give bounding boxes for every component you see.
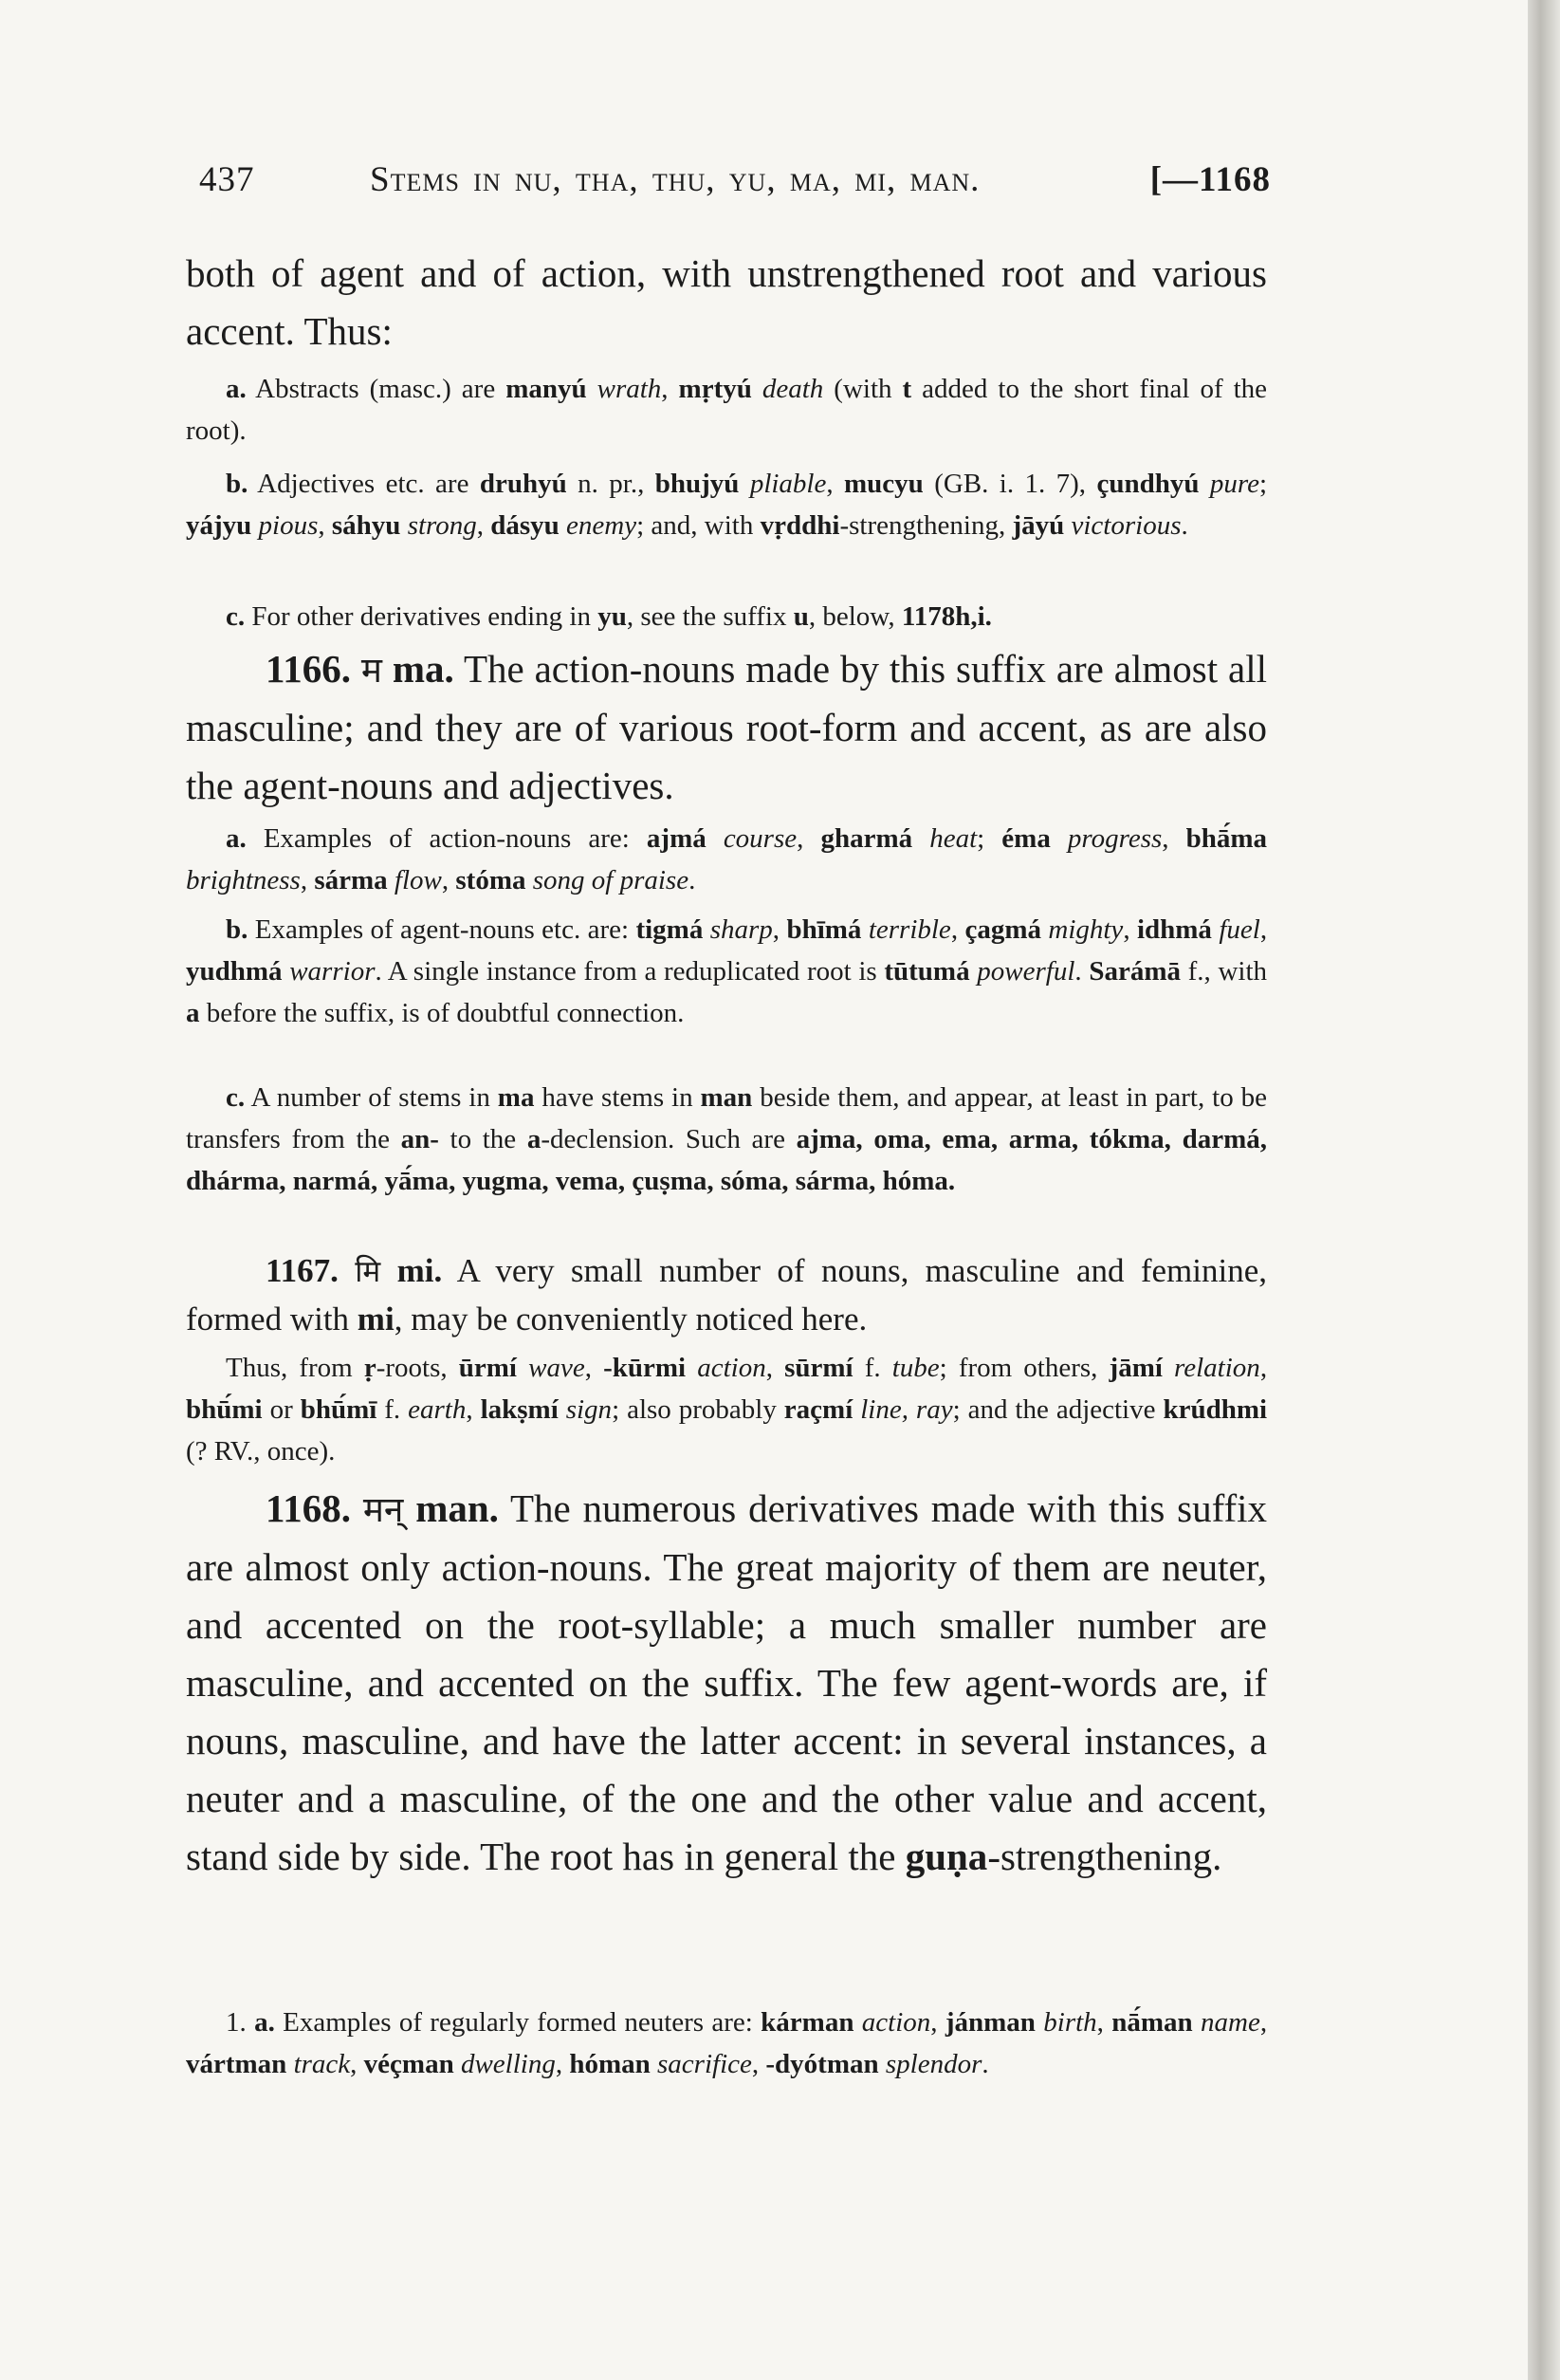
subparagraph-1167: Thus, from ṛ-roots, ūrmí wave, -kūrmi action, sūrmí f. tube; from others, jāmí relation, bhū́mi or bhū́mī f. earth, lakṣmí sign; also probably raçmí line, ray; and the adjective krúdhmi (? RV., once).: [186, 1353, 1268, 1467]
page-number: 437: [199, 160, 255, 199]
subparagraph-1165b: b. Adjectives etc. are druhyú n. pr., bhujyú pliable, mucyu (GB. i. 1. 7), çundhyú pure; yájyu pious, sáhyu strong, dásyu enemy; and, with vṛddhi-strengthening, jāyú victorious.: [186, 469, 1268, 541]
section-1167: 1167. मि mi. A very small number of nouns, masculine and feminine, formed with mi, may be conveniently noticed here.: [186, 1252, 1268, 1338]
running-title: Stems in nu, tha, thu, yu, ma, mi, man.: [370, 160, 981, 199]
subparagraph-1166b: b. Examples of agent-nouns etc. are: tigmá sharp, bhīmá terrible, çagmá mighty, idhmá fuel, yudhmá warrior. A single instance from a reduplicated root is tūtumá powerful. Sarámā f., with a before the suffix, is of doubtful connection.: [186, 914, 1268, 1028]
paragraph-intro: both of agent and of action, with unstrengthened root and various accent. Thus:: [186, 251, 1267, 353]
section-reference: [—1168: [1149, 160, 1271, 199]
section-1166: 1166. म ma. The action-nouns made by this suffix are almost all masculine; and they are of various root-form and accent, as are also the agent-nouns and adjectives.: [186, 647, 1267, 807]
subparagraph-1165a: a. Abstracts (masc.) are manyú wrath, mṛtyú death (with t added to the short final of the root).: [186, 374, 1268, 446]
running-header: [199, 159, 1271, 205]
section-number: 1168.: [266, 1486, 351, 1530]
section-number: 1166.: [266, 647, 351, 691]
subparagraph-1166c: c. A number of stems in ma have stems in man beside them, and appear, at least in part, to be transfers from the an- to the a-declension. Such are ajma, oma, ema, arma, tókma, darmá, dhárma, narmá, yā́ma, yugma, vema, çuṣma, sóma, sárma, hóma.: [186, 1082, 1268, 1196]
subparagraph-1166a: a. Examples of action-nouns are: ajmá course, gharmá heat; éma progress, bhā́ma brightness, sárma flow, stóma song of praise.: [186, 823, 1268, 895]
page-edge-shadow: [1528, 0, 1560, 2380]
subparagraph-1165c: c. For other derivatives ending in yu, see the suffix u, below, 1178h,i.: [226, 601, 992, 632]
subparagraph-1168-1a: 1. a. Examples of regularly formed neuters are: kárman action, jánman birth, nā́man name, vártman track, véçman dwelling, hóman sacrifice, -dyótman splendor.: [186, 2007, 1268, 2079]
section-1168: 1168. मन् man. The numerous derivatives made with this suffix are almost only action-nouns. The great majority of them are neuter, and accented on the root-syllable; a much smaller number are masculine, and accented on the suffix. The few agent-words are, if nouns, masculine, and have the latter accent: in several instances, a neuter and a masculine, of the one and the other value and accent, stand side by side. The root has in general the guṇa-strengthening.: [186, 1486, 1268, 1878]
devanagari-label: मन्: [362, 1489, 404, 1530]
devanagari-label: मि: [355, 1255, 381, 1289]
section-number: 1167.: [266, 1252, 339, 1289]
devanagari-label: म: [360, 650, 382, 691]
